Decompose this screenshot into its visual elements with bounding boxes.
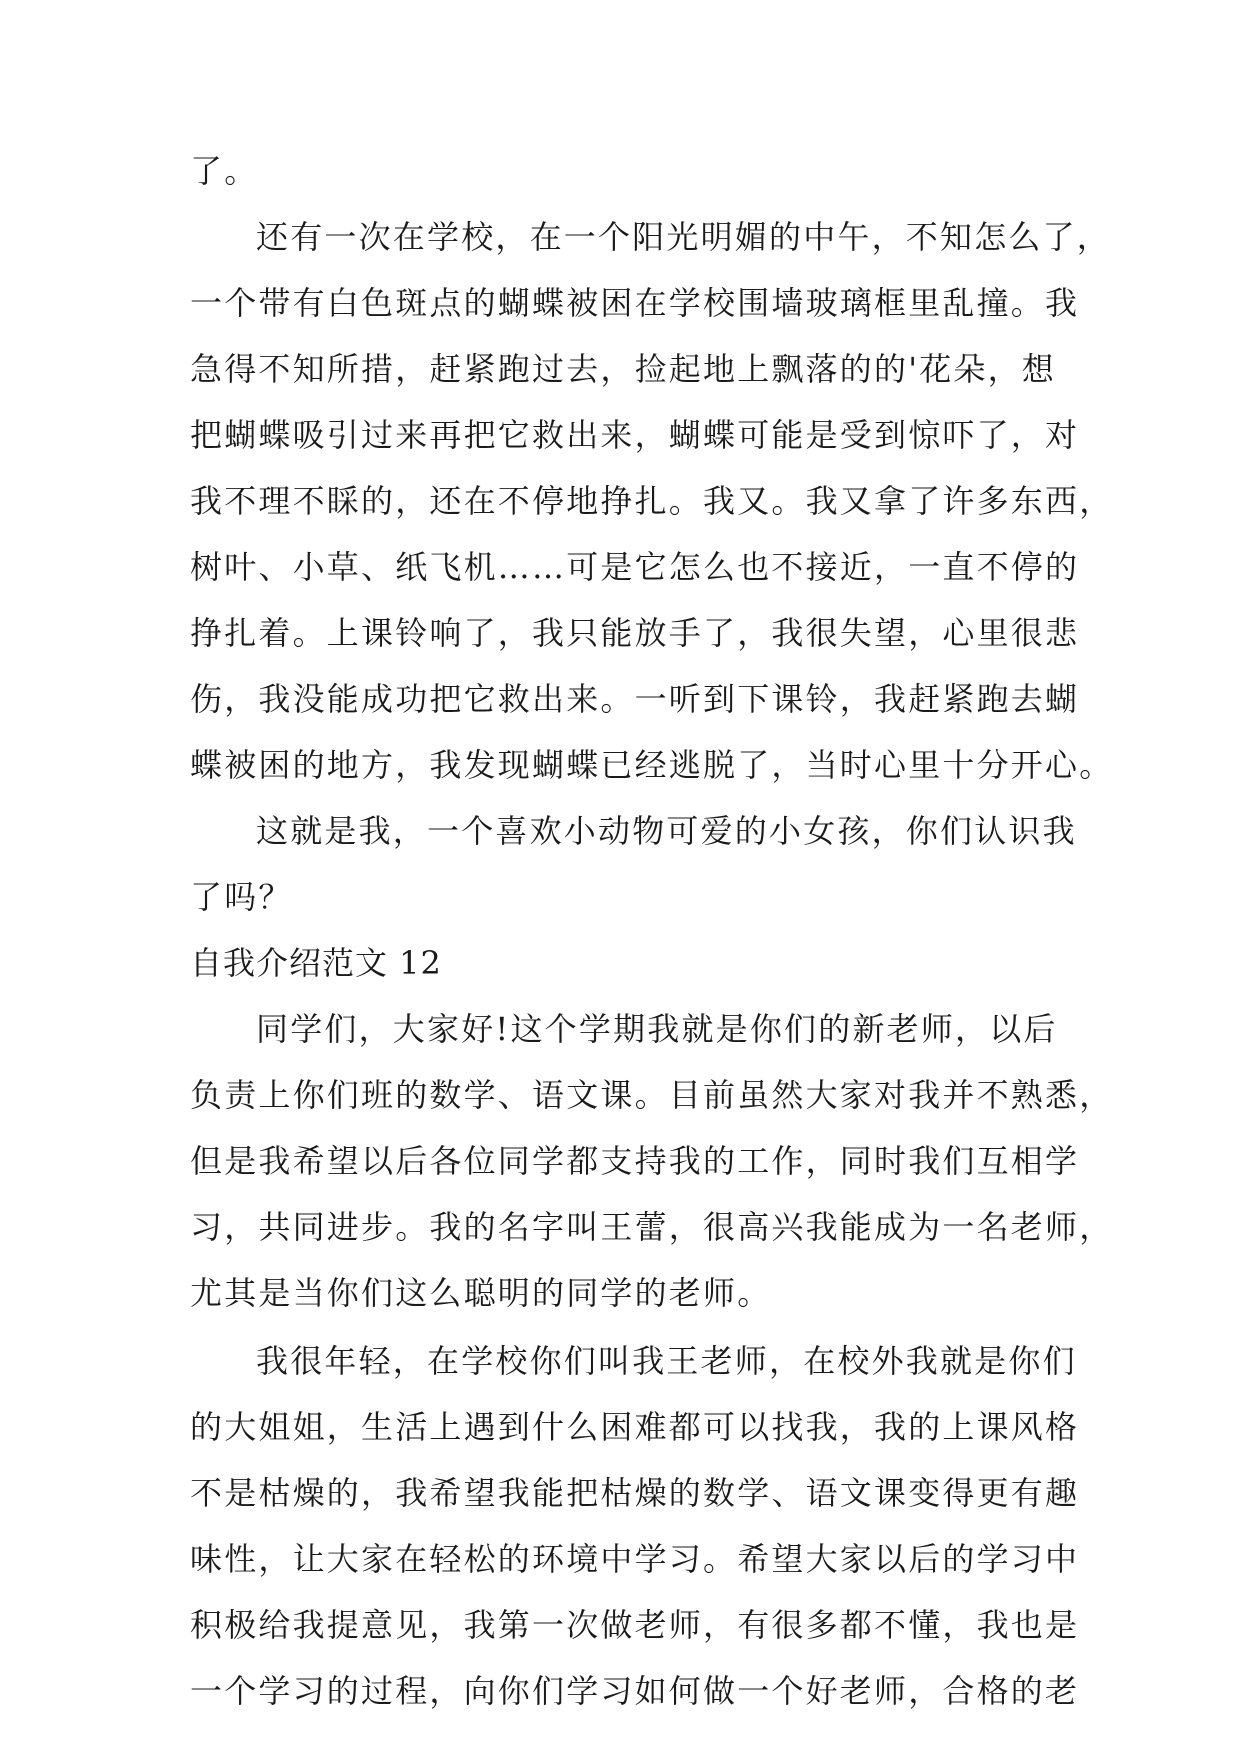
text-line: 急得不知所措，赶紧跑过去，捡起地上飘落的的'花朵，想	[190, 350, 1056, 388]
text-line: 负责上你们班的数学、语文课。目前虽然大家对我并不熟悉，	[190, 1076, 1114, 1114]
text-line: 了吗？	[190, 878, 293, 916]
paragraph-start-line: 我很年轻，在学校你们叫我王老师，在校外我就是你们	[256, 1342, 1077, 1380]
text-line: 味性，让大家在轻松的环境中学习。希望大家以后的学习中	[190, 1540, 1080, 1578]
section-heading: 自我介绍范文 12	[190, 944, 442, 982]
text-line: 挣扎着。上课铃响了，我只能放手了，我很失望，心里很悲	[190, 614, 1080, 652]
text-line: 一个学习的过程，向你们学习如何做一个好老师，合格的老	[190, 1672, 1080, 1710]
text-line: 蝶被困的地方，我发现蝴蝶已经逃脱了，当时心里十分开心。	[190, 746, 1114, 784]
paragraph-start-line: 还有一次在学校，在一个阳光明媚的中午，不知怎么了，	[256, 218, 1112, 256]
text-line: 伤，我没能成功把它救出来。一听到下课铃，我赶紧跑去蝴	[190, 680, 1080, 718]
paragraph-start-line: 同学们，大家好!这个学期我就是你们的新老师，以后	[256, 1010, 1058, 1048]
text-line: 的大姐姐，生活上遇到什么困难都可以找我，我的上课风格	[190, 1408, 1080, 1446]
text-line: 积极给我提意见，我第一次做老师，有很多都不懂，我也是	[190, 1606, 1080, 1644]
text-line: 尤其是当你们这么聪明的同学的老师。	[190, 1274, 772, 1312]
paragraph-start-line: 这就是我，一个喜欢小动物可爱的小女孩，你们认识我	[256, 812, 1077, 850]
text-line: 树叶、小草、纸飞机……可是它怎么也不接近，一直不停的	[190, 548, 1080, 586]
text-line: 但是我希望以后各位同学都支持我的工作，同时我们互相学	[190, 1142, 1080, 1180]
text-line: 习，共同进步。我的名字叫王蕾，很高兴我能成为一名老师，	[190, 1208, 1114, 1246]
text-line: 把蝴蝶吸引过来再把它救出来，蝴蝶可能是受到惊吓了，对	[190, 416, 1080, 454]
text-line: 我不理不睬的，还在不停地挣扎。我又。我又拿了许多东西，	[190, 482, 1114, 520]
text-line: 了。	[190, 152, 259, 190]
text-line: 一个带有白色斑点的蝴蝶被困在学校围墙玻璃框里乱撞。我	[190, 284, 1080, 322]
text-line: 不是枯燥的，我希望我能把枯燥的数学、语文课变得更有趣	[190, 1474, 1080, 1512]
